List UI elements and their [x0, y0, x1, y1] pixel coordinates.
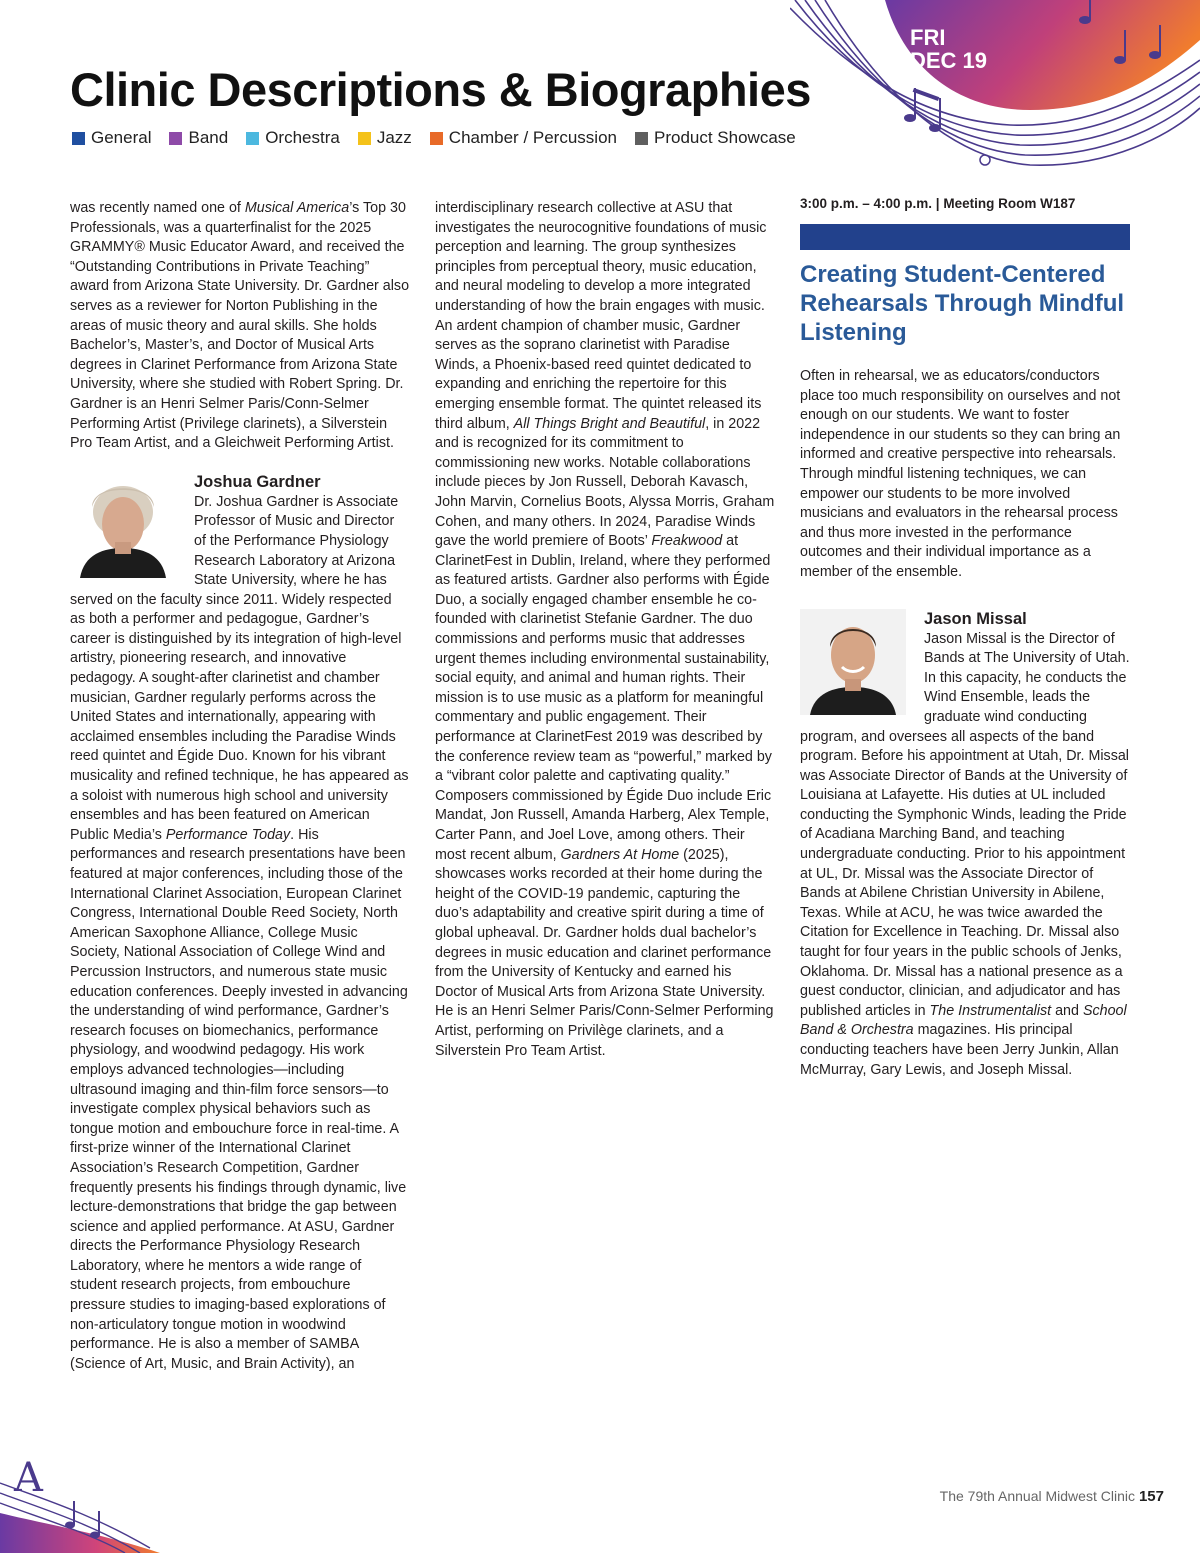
music-staff-decoration-icon	[790, 0, 1200, 180]
page-title: Clinic Descriptions & Biographies	[70, 63, 811, 116]
legend-swatch	[72, 132, 85, 145]
headshot-photo-icon	[800, 609, 906, 715]
bio-joshua-gardner	[70, 472, 410, 1375]
bio-name: Joshua Gardner	[194, 472, 321, 491]
text-run: , in 2022 and is recognized for its commitment to commissioning new works. Notable collaborations include pieces by Jon Russell, Deborah Kavasch, John Marvin, Cornelius Boots, Alyssa Morris, Graham Cohen, and many others. In 2024, Paradise Winds gave the world premiere of Boots’	[435, 415, 775, 550]
legend-label: Orchestra	[265, 128, 340, 147]
text-run: . His performances and research presentations have been featured at major conferences, including those of the International Clarinet Association, European Clarinet Congress, International Double Reed Society, North American Saxophone Alliance, College Music Society, National Association of College Wind and Percussion Instructors, and numerous state music education conferences. Deeply invested in advancing the understanding of wind performance, Gardner’s research focuses on biomechanics, performance physiology, and woodwind pedagogy. His work employs advanced technologies—including ultrasound imaging and thin-film force sensors—to investigate complex physical behaviors such as tongue motion and embouchure force in real-time. A first-prize winner of the International Clarinet Association’s Research Competition, Gardner frequently presents his findings through dynamic, live lecture-demonstrations that bridge the gap between science and applied performance. At ASU, Gardner directs the Performance Physiology Research Laboratory, where he mentors a wide range of student research projects, from embouchure pressure studies to imaging-based explorations of non-articulatory tongue motion in woodwind performance. He is also a member of SAMBA (Science of Art, Music, and Brain Activity), an	[70, 826, 408, 1372]
page-number: 157	[1138, 1488, 1164, 1505]
text-run: and	[1051, 1002, 1083, 1019]
legend-label: Chamber / Percussion	[448, 128, 617, 147]
legend-swatch	[246, 132, 259, 145]
footer-event: The 79th Annual Midwest Clinic	[939, 1488, 1135, 1504]
legend-item-general	[72, 128, 151, 148]
legend-label: Jazz	[376, 128, 412, 147]
session-title: Creating Student-Centered Rehearsals Through Mindful Listening	[800, 261, 1125, 346]
legend-swatch	[430, 132, 443, 145]
text-run: magazines. His principal conducting teachers have been Jerry Junkin, Allan McMurray, Gary Lewis, and Joseph Missal.	[800, 1022, 1119, 1078]
legend-label: Product Showcase	[653, 128, 796, 147]
text-run: ’s Top 30 Professionals, was a quarterfinalist for the 2025 GRAMMY® Music Educator Award, and received the “Outstanding Contributions in Private Teaching” award from Arizona State University. Dr. Gardner also serves as a reviewer for Norton Publishing in the areas of music theory and aural skills. She holds Bachelor’s, Master’s, and Doctor of Musical Arts degrees in Clarinet Performance from Arizona State University, where she studied with Robert Spring. Dr. Gardner is an Henri Selmer Paris/Conn-Selmer Performing Artist (Privilege clarinets), a Silverstein Pro Team Artist, and a Gleichweit Performing Artist.	[70, 200, 410, 452]
session-description: Often in rehearsal, we as educators/conductors place too much responsibility on ourselves and not enough on our students. We want to foster independence in our students so they can bring an informed and creative perspective into rehearsals. Through mindful listening techniques, we can empower our students to be more involved musicians and evaluators in the rehearsal process and thus more invested in the performance outcomes and their individual importance as a member of the ensemble.	[800, 368, 1121, 580]
bio-continuation-paragraph	[70, 199, 410, 454]
legend-swatch	[169, 132, 182, 145]
date-badge	[910, 26, 987, 72]
headshot-photo-icon	[70, 472, 176, 578]
category-legend	[72, 128, 796, 148]
legend-item-product-showcase	[635, 128, 796, 148]
text-run-italic: School Band & Orchestra	[800, 1002, 1127, 1039]
page-footer	[940, 1488, 1164, 1505]
column-2	[435, 199, 775, 1061]
column-1	[70, 199, 410, 1374]
text-run-italic: All Things Bright and Beautiful	[513, 415, 706, 432]
text-run: at ClarinetFest in Dublin, Ireland, where they performed as featured artists. Gardner also performs with Égide Duo, a socially engaged chamber ensemble he co-founded with clarinetist Stefanie Gardner. The duo commissions and performs music that addresses urgent themes including environmental sustainability, social equity, and animal and human rights. Their mission is to use music as a platform for meaningful commentary and public engagement. Their performance at ClarinetFest 2019 was described by the conference review team as “powerful,” marked by a “vibrant color palette and captivating quality.” Composers commissioned by Égide Duo include Eric Mandat, Jon Russell, Amanda Harberg, Alex Temple, Carter Pann, and Joel Love, among others. Their most recent album,	[435, 533, 772, 863]
text-run-italic: Musical America	[244, 200, 350, 216]
legend-item-band	[169, 128, 228, 148]
legend-item-jazz	[358, 128, 412, 148]
legend-item-chamber-percussion	[430, 128, 617, 148]
music-note-decoration-icon	[0, 1443, 160, 1553]
text-run: Jason Missal is the Director of Bands at The University of Utah. In this capacity, he conducts the Wind Ensemble, leads the graduate wind conducting program, and oversees all aspects of the band program. Before his appointment at Utah, Dr. Missal was Associate Director of Bands at the University of Louisiana at Lafayette. His duties at UL included conducting the Symphonic Winds, leading the Pride of Acadiana Marching Band, and teaching undergraduate conducting. Prior to his appointment at UL, Dr. Missal was the Associate Director of Bands at Abilene Christian University in Abilene, Texas. While at ACU, he was twice awarded the Citation for Excellence in Teaching. Dr. Missal also taught for four years in the public schools of Jenks, Oklahoma. Dr. Missal has a national presence as a guest conductor, clinician, and adjudicator and has published articles in	[800, 630, 1130, 1019]
legend-label: Band	[188, 128, 229, 147]
svg-text:A: A	[14, 1455, 43, 1501]
text-run: (2025), showcases works recorded at their home during the height of the COVID-19 pandemic, capturing the duo’s adaptability and creative spirit during a time of global upheaval. Dr. Gardner holds dual bachelor’s degrees in music education and clarinet performance from the University of Kentucky and earned his Doctor of Musical Arts from Arizona State University. He is an Henri Selmer Paris/Conn-Selmer Performing Artist, performing on Privilège clarinets, and a Silverstein Pro Team Artist.	[435, 846, 774, 1059]
legend-swatch	[635, 132, 648, 145]
bio-jason-missal	[800, 609, 1130, 1081]
date-date: DEC 19	[910, 48, 988, 73]
text-run-italic: Freakwood	[651, 533, 723, 550]
legend-item-orchestra	[246, 128, 340, 148]
text-run: Dr. Joshua Gardner is Associate Professor of Music and Director of the Performance Physiology Research Laboratory at Arizona State University, where he has served on the faculty since 2011. Widely respected as both a performer and pedagogue, Gardner’s career is distinguished by its integration of high-level artistry, pioneering research, and innovative pedagogy. A sought-after clarinetist and chamber musician, Gardner regularly performs across the United States and internationally, appearing with acclaimed ensembles including the Paradise Winds reed quintet and Égide Duo. Known for his vibrant musicality and refined technique, he has appeared as a soloist with numerous high school and university ensembles and has been featured on American Public Media’s	[70, 493, 409, 843]
bio-continuation-paragraph	[435, 199, 775, 1061]
session-time: 3:00 p.m. – 4:00 p.m. | Meeting Room W187	[800, 196, 1076, 211]
text-run-italic: The Instrumentalist	[929, 1002, 1052, 1019]
text-run: interdisciplinary research collective at ASU that investigates the neurocognitive foundations of music perception and learning. The group synthesizes principles from perceptual theory, music education, and neural modeling to develop a more integrated understanding of how the brain engages with music. An ardent champion of chamber music, Gardner serves as the soprano clarinetist with Paradise Winds, a Phoenix-based reed quintet dedicated to expanding and enriching the repertoire for this emerging ensemble format. The quintet released its third album,	[435, 200, 767, 432]
legend-swatch	[358, 132, 371, 145]
date-day: FRI	[910, 25, 946, 50]
text-run: was recently named one of	[70, 200, 245, 216]
text-run-italic: Performance Today	[165, 826, 291, 843]
column-3	[800, 196, 1130, 1080]
session-category-bar	[800, 224, 1130, 250]
bio-paragraph	[70, 493, 410, 1375]
legend-label: General	[91, 128, 152, 147]
bio-name: Jason Missal	[924, 609, 1027, 628]
text-run-italic: Gardners At Home	[560, 846, 680, 863]
